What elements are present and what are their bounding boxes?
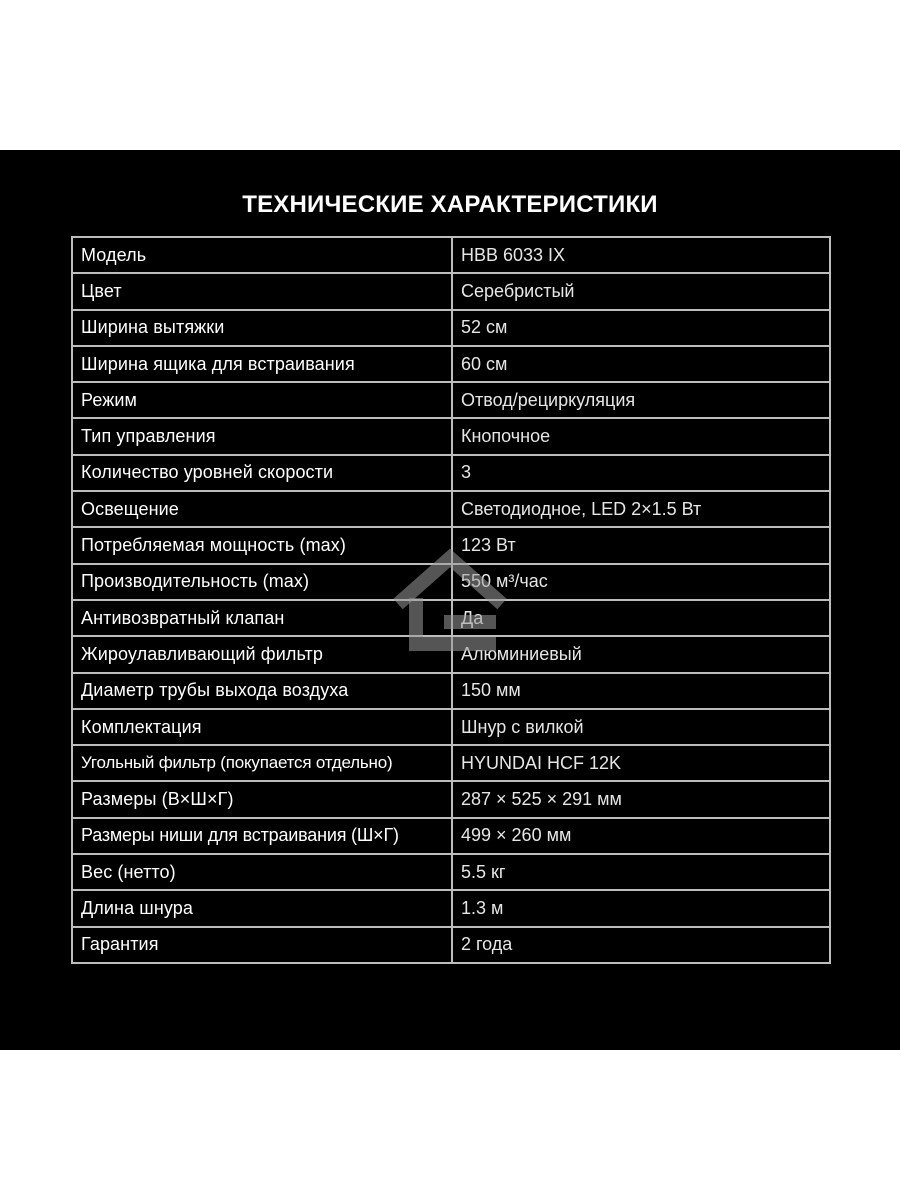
- table-row: [72, 745, 830, 781]
- spec-value: 550 м³/час: [452, 564, 830, 600]
- spec-value: Кнопочное: [452, 418, 830, 454]
- table-row: [72, 527, 830, 563]
- spec-value: Алюминиевый: [452, 636, 830, 672]
- spec-value: Отвод/рециркуляция: [452, 382, 830, 418]
- page-title: ТЕХНИЧЕСКИЕ ХАРАКТЕРИСТИКИ: [242, 191, 658, 218]
- table-row: [72, 709, 830, 745]
- spec-value: 2 года: [452, 927, 830, 963]
- spec-value: 287 × 525 × 291 мм: [452, 781, 830, 817]
- spec-value: 1.3 м: [452, 890, 830, 926]
- spec-param: Цвет: [72, 273, 452, 309]
- spec-value: Да: [452, 600, 830, 636]
- spec-value: 52 см: [452, 310, 830, 346]
- spec-value: 123 Вт: [452, 527, 830, 563]
- spec-value: Шнур с вилкой: [452, 709, 830, 745]
- spec-value: Серебристый: [452, 273, 830, 309]
- spec-param: Производительность (max): [72, 564, 452, 600]
- spec-param: Диаметр трубы выхода воздуха: [72, 673, 452, 709]
- table-row: [72, 600, 830, 636]
- spec-param: Гарантия: [72, 927, 452, 963]
- spec-param: Угольный фильтр (покупается отдельно): [72, 745, 452, 781]
- spec-param: Потребляемая мощность (max): [72, 527, 452, 563]
- spec-value: 3: [452, 455, 830, 491]
- spec-param: Размеры ниши для встраивания (Ш×Г): [72, 818, 452, 854]
- table-row: [72, 781, 830, 817]
- table-row: [72, 455, 830, 491]
- table-row: [72, 673, 830, 709]
- table-row: [72, 310, 830, 346]
- spec-param: Комплектация: [72, 709, 452, 745]
- spec-param: Ширина вытяжки: [72, 310, 452, 346]
- table-row: [72, 491, 830, 527]
- spec-value: HBB 6033 IX: [452, 237, 830, 273]
- spec-value: 5.5 кг: [452, 854, 830, 890]
- spec-param: Размеры (В×Ш×Г): [72, 781, 452, 817]
- table-row: [72, 890, 830, 926]
- table-row: [72, 346, 830, 382]
- table-row: [72, 382, 830, 418]
- table-row: [72, 418, 830, 454]
- spec-param: Тип управления: [72, 418, 452, 454]
- spec-value: Светодиодное, LED 2×1.5 Вт: [452, 491, 830, 527]
- spec-param: Модель: [72, 237, 452, 273]
- spec-value: 499 × 260 мм: [452, 818, 830, 854]
- spec-param: Вес (нетто): [72, 854, 452, 890]
- table-row: [72, 818, 830, 854]
- table-row: [72, 854, 830, 890]
- table-row: [72, 927, 830, 963]
- table-row: [72, 273, 830, 309]
- spec-param: Жироулавливающий фильтр: [72, 636, 452, 672]
- spec-param: Режим: [72, 382, 452, 418]
- spec-param: Количество уровней скорости: [72, 455, 452, 491]
- spec-value: 60 см: [452, 346, 830, 382]
- spec-param: Ширина ящика для встраивания: [72, 346, 452, 382]
- table-row: [72, 636, 830, 672]
- spec-value: 150 мм: [452, 673, 830, 709]
- spec-param: Длина шнура: [72, 890, 452, 926]
- table-row: [72, 564, 830, 600]
- spec-param: Антивозвратный клапан: [72, 600, 452, 636]
- table-row: [72, 237, 830, 273]
- spec-value: HYUNDAI HCF 12K: [452, 745, 830, 781]
- spec-param: Освещение: [72, 491, 452, 527]
- spec-panel: [0, 150, 900, 1050]
- spec-table: [71, 236, 831, 964]
